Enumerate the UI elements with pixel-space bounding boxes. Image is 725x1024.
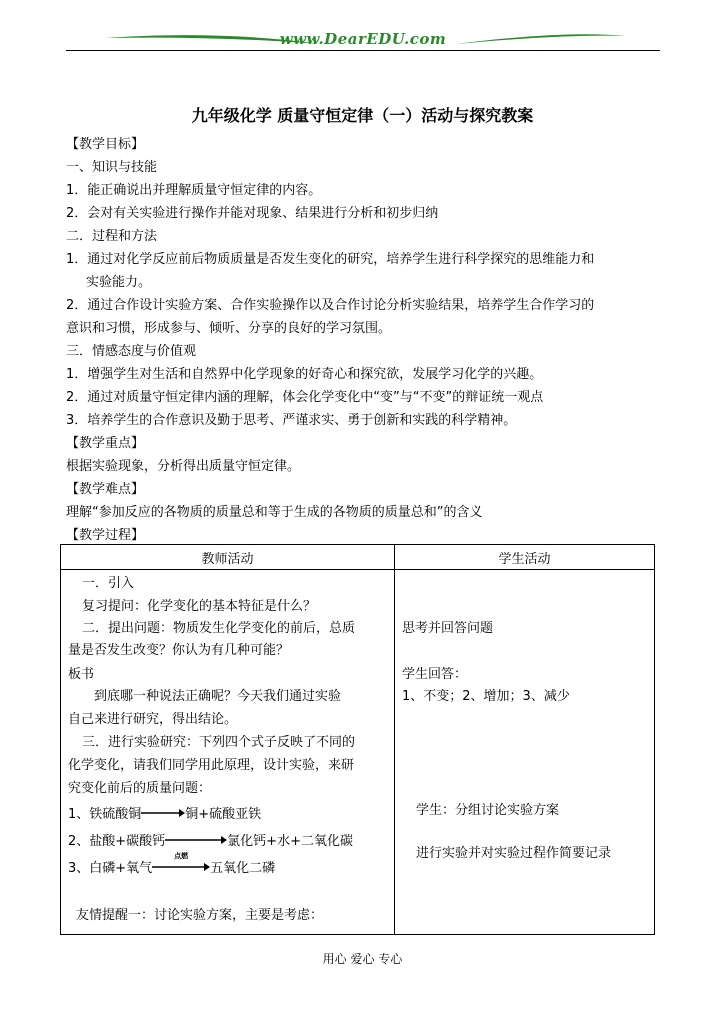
cell-line: 化学变化，请我们同学用此原理，设计实验，来研: [68, 758, 355, 773]
cell-line: 进行实验并对实验过程作简要记录: [416, 846, 612, 861]
header-divider: [66, 50, 660, 51]
cell-line: 三．进行实验研究：下列四个式子反映了不同的: [82, 735, 356, 750]
body-line: 2．通过合作设计实验方案、合作实验操作以及合作讨论分析实验结果，培养学生合作学习的: [66, 298, 595, 313]
reaction-1: [68, 803, 261, 826]
cell-line: 友情提醒一：讨论实验方案，主要是考虑：: [76, 908, 324, 923]
cell-line: 板书: [68, 667, 95, 682]
cell-line: 学生：分组讨论实验方案: [416, 803, 560, 818]
body-line: 三．情感态度与价值观: [66, 344, 197, 359]
body-line: 1．增强学生对生活和自然界中化学现象的好奇心和探究欲，发展学习化学的兴趣。: [66, 367, 543, 382]
body-line: 根据实验现象，分析得出质量守恒定律。: [66, 459, 301, 474]
cell-line: 到底哪一种说法正确呢？今天我们通过实验: [94, 689, 342, 704]
cell-line: 自己来进行研究，得出结论。: [68, 712, 238, 727]
reaction-arrow-icon: [152, 852, 210, 880]
table-header-row: [61, 545, 655, 570]
site-logo-text: www.DearEDU.com: [279, 30, 447, 48]
cell-line: 1、不变；2、增加；3、减少: [402, 689, 570, 704]
body-line: 二．过程和方法: [66, 229, 158, 244]
body-line: 1．通过对化学反应前后物质质量是否发生变化的研究，培养学生进行科学探究的思维能力和: [66, 252, 595, 267]
document-title: 九年级化学 质量守恒定律（一）活动与探究教案: [191, 106, 534, 125]
teaching-process-table: [60, 544, 655, 935]
body-line: 2．会对有关实验进行操作并能对现象、结果进行分析和初步归纳: [66, 206, 439, 221]
cell-line: 一．引入: [82, 576, 135, 591]
student-activity-cell: [395, 570, 655, 935]
reaction-2: [68, 830, 353, 853]
reaction-arrow-icon: [141, 803, 185, 826]
body-line: 理解“参加反应的各物质的质量总和等于生成的各物质的质量总和”的含义: [66, 505, 483, 520]
section-heading: 【教学难点】: [66, 482, 145, 497]
body-line: 3．培养学生的合作意识及勤于思考、严谨求实、勇于创新和实践的科学精神。: [66, 413, 517, 428]
table-row: [61, 570, 655, 935]
cell-line: 量是否发生改变？你认为有几种可能？: [68, 643, 290, 658]
body-line: 1．能正确说出并理解质量守恒定律的内容。: [66, 183, 322, 198]
cell-line: 复习提问：化学变化的基本特征是什么？: [82, 599, 317, 614]
body-line: 实验能力。: [86, 275, 152, 290]
section-heading: 【教学重点】: [66, 436, 145, 451]
cell-line: 思考并回答问题: [402, 621, 494, 636]
reactant-text: 3、白磷+氧气: [68, 861, 153, 876]
body-line: 意识和习惯，形成参与、倾听、分享的良好的学习氛围。: [66, 321, 392, 336]
teacher-activity-cell: [61, 570, 395, 935]
product-text: 氯化钙+水+二氧化碳: [227, 834, 353, 849]
reactant-text: 2、盐酸+碳酸钙: [68, 834, 166, 849]
page-footer: 用心 爱心 专心: [322, 952, 403, 966]
body-line: 一、知识与技能: [66, 160, 158, 175]
reaction-3: [68, 852, 276, 880]
teacher-activity-header: 教师活动: [61, 545, 395, 570]
student-activity-header: 学生活动: [395, 545, 655, 570]
site-header: [66, 22, 660, 52]
reactant-text: 1、铁硫酸铜: [68, 807, 142, 822]
cell-line: 学生回答：: [402, 667, 468, 682]
product-text: 铜+硫酸亚铁: [185, 807, 262, 822]
reaction-condition: 点燃: [174, 852, 189, 860]
cell-line: 二．提出问题：物质发生化学变化的前后，总质: [82, 621, 356, 636]
section-heading: 【教学过程】: [66, 528, 145, 543]
body-line: 2．通过对质量守恒定律内涵的理解，体会化学变化中“变”与“不变”的辩证统一观点: [66, 390, 544, 405]
section-heading: 【教学目标】: [66, 137, 145, 152]
cell-line: 究变化前后的质量问题：: [68, 781, 212, 796]
product-text: 五氧化二磷: [210, 861, 276, 876]
